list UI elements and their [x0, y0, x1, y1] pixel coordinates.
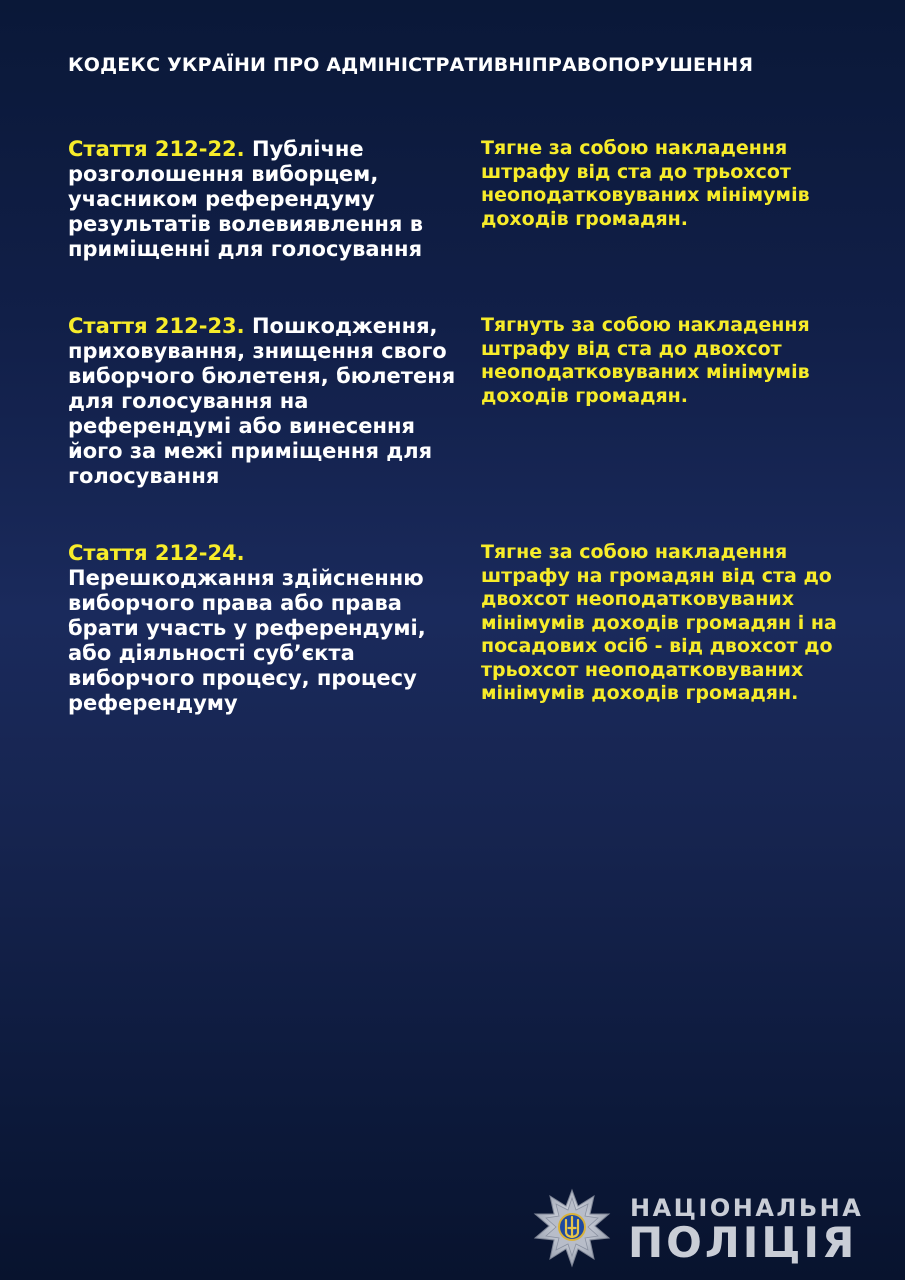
article-212-22 — [68, 137, 468, 262]
article-212-22-penalty: Тягне за собою накладення штрафу від ста до трьохсот неоподатковуваних мінімумів доходів громадян. — [481, 137, 810, 230]
national-police-logo — [532, 1186, 872, 1270]
article-text: Пошкодження, приховування, знищення свого виборчого бюлетеня, бюлетеня для голосування на референдумі або винесення його за межі приміщення для голосування — [68, 314, 456, 488]
article-text: Перешкоджання здійсненню виборчого права або права брати участь у референдумі, або діяльності суб’єкта виборчого процесу, процесу референдуму — [68, 566, 426, 715]
page-title: КОДЕКС УКРАЇНИ ПРО АДМІНІСТРАТИВНІПРАВОПОРУШЕННЯ — [68, 54, 754, 76]
logo-line-1: НАЦІОНАЛЬНА — [630, 1194, 864, 1222]
article-number: Стаття 212-22. — [68, 137, 245, 161]
article-212-24-penalty: Тягне за собою накладення штрафу на громадян від ста до двохсот неоподатковуваних мінімумів доходів громадян і на посадових осіб - від двохсот до трьохсот неоподатковуваних мінімумів доходів громадян. — [481, 541, 837, 704]
article-number: Стаття 212-23. — [68, 314, 245, 338]
article-212-23-penalty: Тягнуть за собою накладення штрафу від ста до двохсот неоподатковуваних мінімумів доходів громадян. — [481, 314, 810, 407]
police-star-trident-icon — [532, 1188, 612, 1268]
article-212-24 — [68, 541, 468, 716]
article-text: Публічне розголошення виборцем, учасником референдуму результатів волевиявлення в приміщенні для голосування — [68, 137, 423, 261]
logo-line-2: ПОЛІЦІЯ — [628, 1218, 858, 1267]
article-number: Стаття 212-24. — [68, 541, 245, 565]
article-212-23 — [68, 314, 468, 489]
